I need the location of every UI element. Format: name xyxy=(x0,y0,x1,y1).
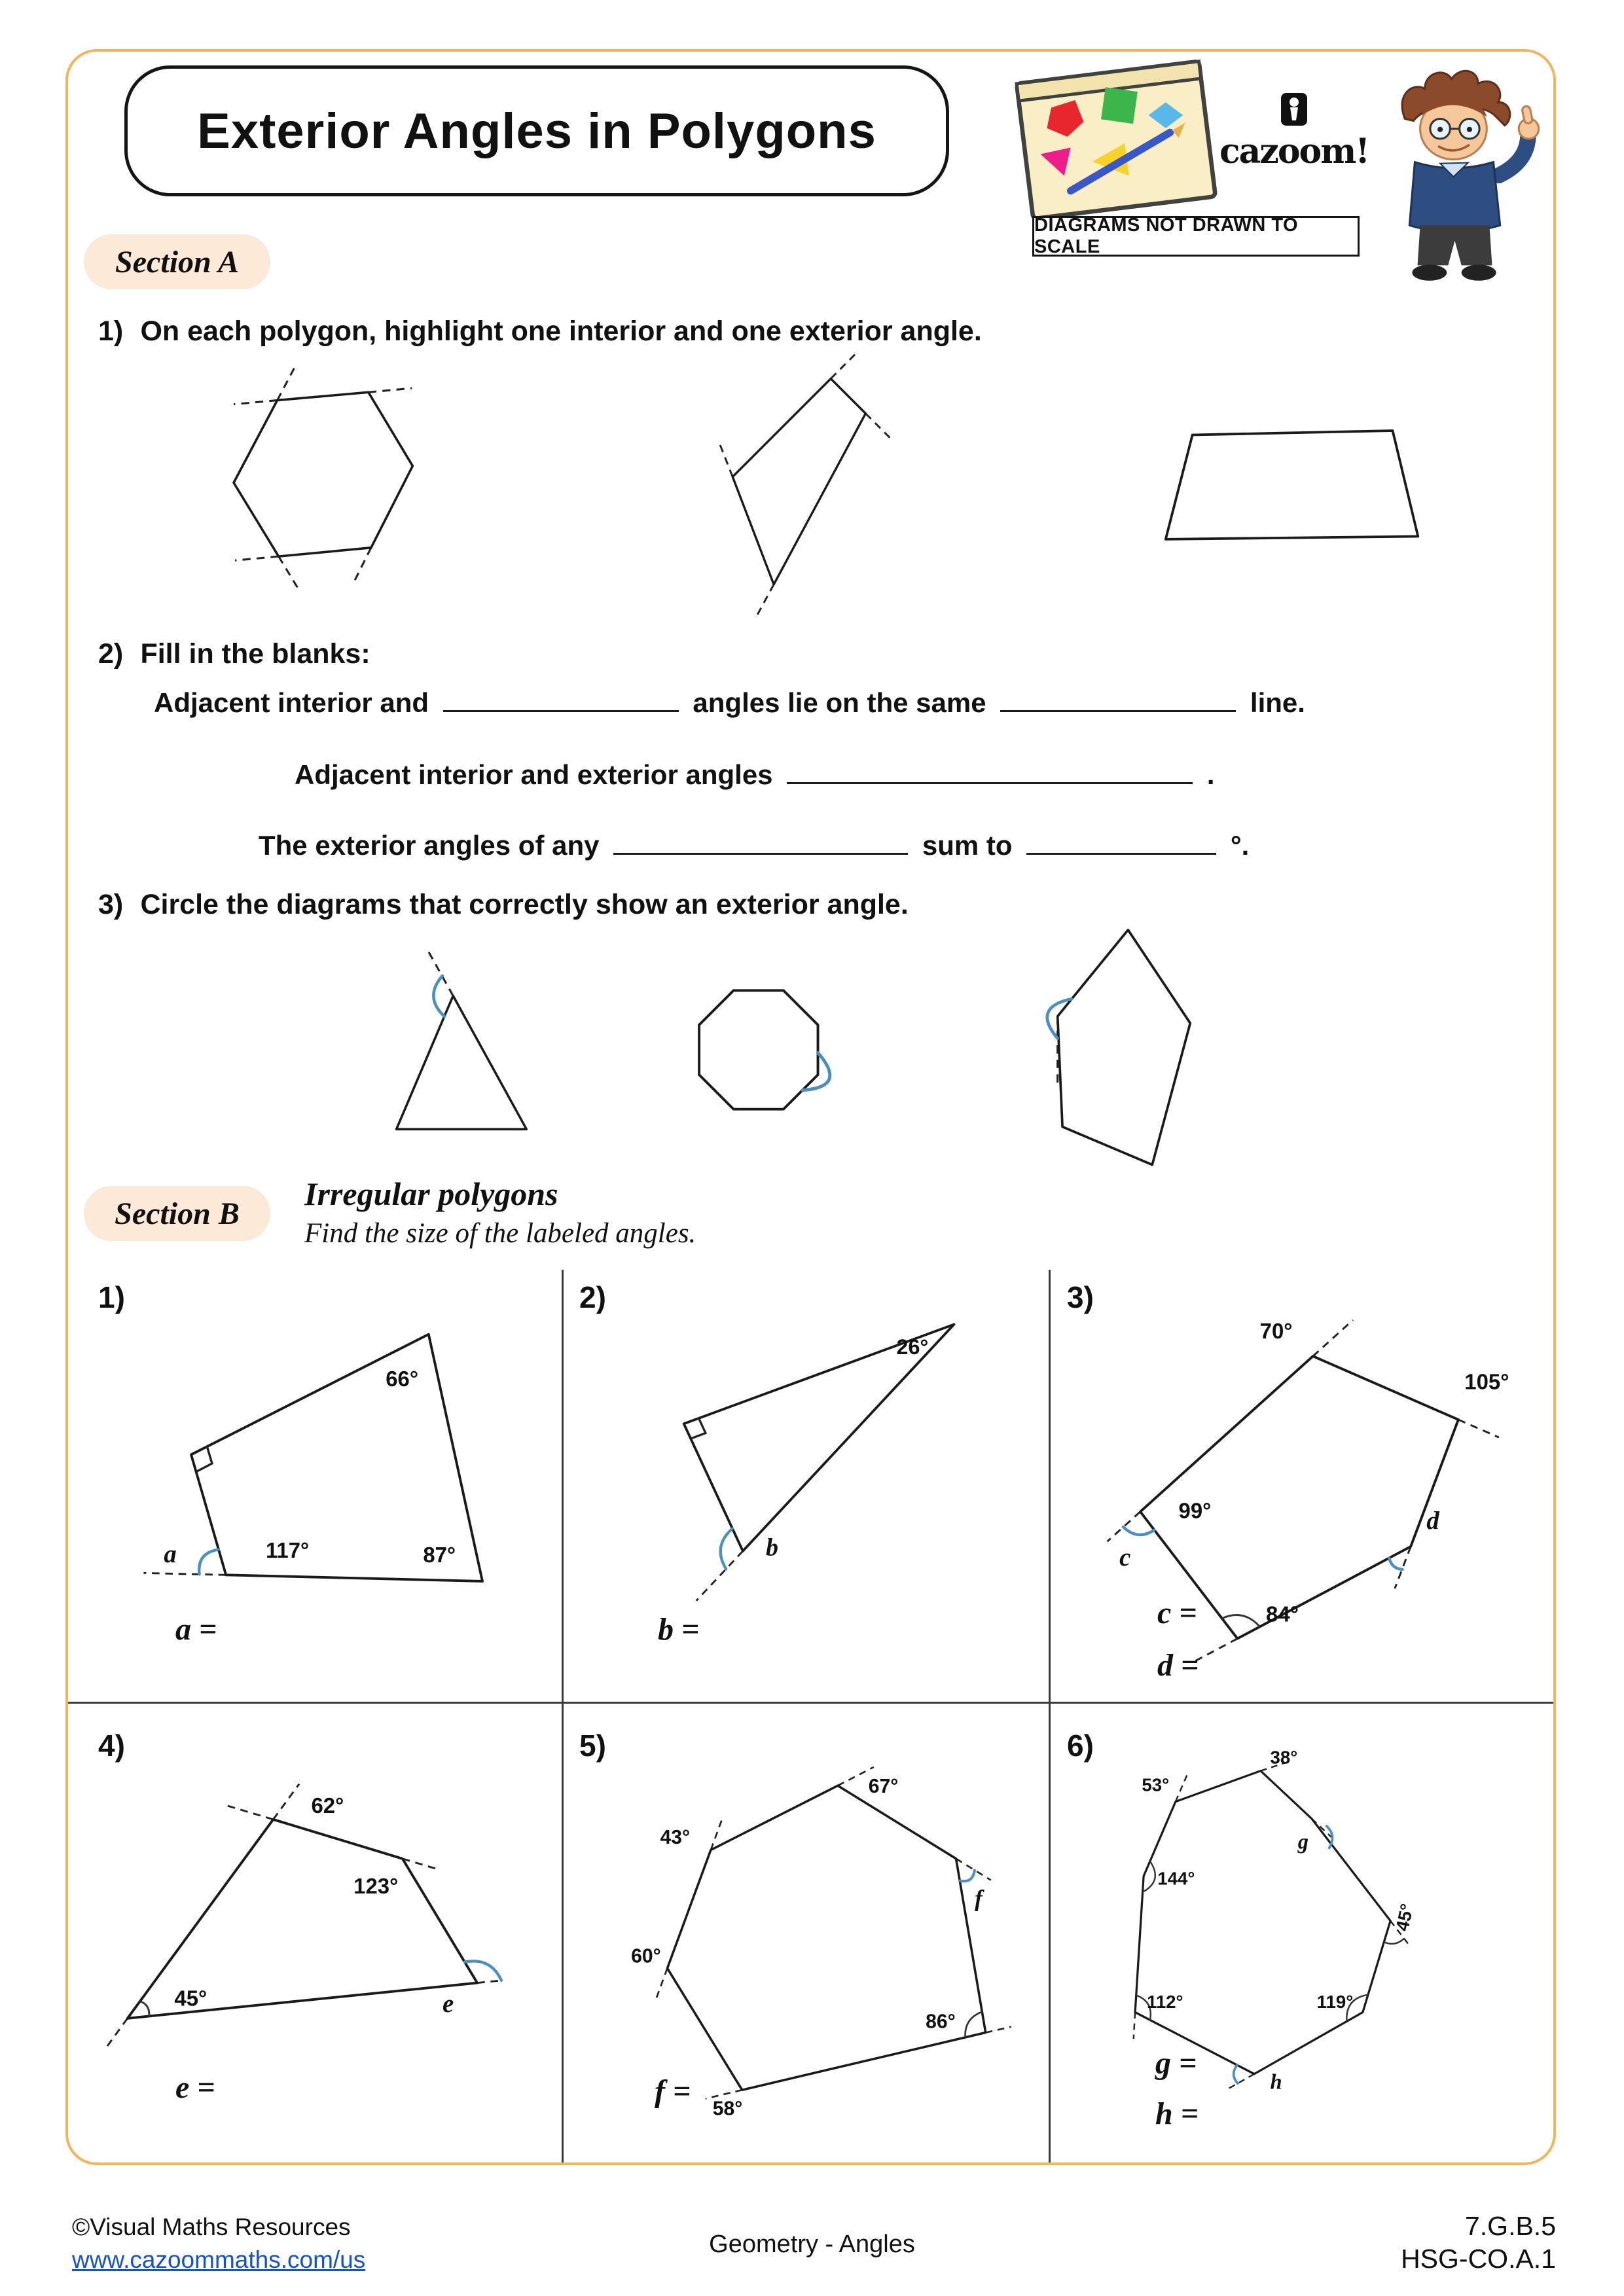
dashed-extensions xyxy=(1134,1762,1409,2090)
question-2 xyxy=(98,638,370,670)
raised-arm xyxy=(1499,137,1528,175)
shapes-notepad-logo xyxy=(1008,59,1224,221)
angle-e-label: e xyxy=(442,1990,454,2018)
irregular-quad-diagram xyxy=(713,350,916,622)
dashed-extension xyxy=(143,1573,226,1575)
angle-43-label: 43° xyxy=(660,1826,690,1848)
problem-6-answer-h: h = xyxy=(1155,2096,1199,2131)
question-3 xyxy=(98,889,909,921)
fill1-text-c: line. xyxy=(1250,687,1305,718)
problem-6-number: 6) xyxy=(1067,1729,1094,1763)
question-1-number: 1) xyxy=(98,315,124,347)
fill1-text-b: angles lie on the same xyxy=(693,687,986,718)
problem-6-answer-g: g = xyxy=(1155,2046,1197,2081)
question-1 xyxy=(98,315,982,348)
angle-66-label: 66° xyxy=(386,1367,419,1391)
fill2-text-a: Adjacent interior and exterior angles xyxy=(295,759,773,790)
dashed-extensions xyxy=(657,1767,1011,2099)
problem-5-number: 5) xyxy=(579,1729,606,1763)
fill-blank-line-2 xyxy=(295,759,1215,791)
angle-87-label: 87° xyxy=(423,1542,456,1567)
hexagon-outline xyxy=(234,392,412,556)
angle-70-label: 70° xyxy=(1259,1318,1293,1343)
problem-4-number: 4) xyxy=(98,1729,125,1763)
fill3-blank-1 xyxy=(613,850,908,855)
trapezoid-outline xyxy=(1166,431,1418,539)
fill3-text-c: °. xyxy=(1230,830,1250,861)
left-eye xyxy=(1437,127,1443,132)
section-b-subheading: Find the size of the labeled angles. xyxy=(304,1218,696,1249)
question-2-text: Fill in the blanks: xyxy=(140,638,370,670)
fill-blank-line-1 xyxy=(154,687,1305,719)
problem-3-answer-c: c = xyxy=(1157,1596,1197,1630)
angle-arc xyxy=(433,976,444,1016)
dashed-side-extensions xyxy=(234,365,412,590)
angle-144-label: 144° xyxy=(1157,1868,1195,1889)
hexagon-outline xyxy=(667,1785,985,2090)
angle-99-label: 99° xyxy=(1178,1498,1212,1523)
angle-45-arc xyxy=(140,2001,149,2017)
cazoom-logo-icon xyxy=(1277,92,1311,128)
dashed-extension xyxy=(696,1551,743,1601)
grid-vertical-line-1 xyxy=(562,1270,564,2162)
angle-38-label: 38° xyxy=(1270,1747,1298,1768)
angle-117-label: 117° xyxy=(265,1538,310,1563)
hexagon-diagram xyxy=(177,359,458,607)
fill3-blank-2 xyxy=(1026,850,1216,855)
footer-url-link[interactable]: www.cazoommaths.com/us xyxy=(72,2246,366,2273)
section-b-heading: Irregular polygons xyxy=(304,1175,558,1212)
right-shoe xyxy=(1462,264,1496,280)
angle-45-label: 45° xyxy=(1392,1901,1418,1933)
angle-d-arc xyxy=(1389,1558,1402,1569)
problem-1-answer: a = xyxy=(175,1612,217,1647)
fill1-blank-1 xyxy=(443,707,679,712)
problem-2-diagram xyxy=(615,1306,988,1610)
triangle-exterior-diagram xyxy=(376,949,550,1149)
brand-block xyxy=(1219,92,1369,171)
pants xyxy=(1418,225,1492,265)
angle-60-label: 60° xyxy=(631,1945,661,1967)
notepad xyxy=(1017,62,1216,219)
problem-1-diagram xyxy=(131,1309,524,1619)
angle-26-label: 26° xyxy=(896,1335,929,1359)
triangle-outline xyxy=(397,996,527,1129)
problem-5-answer: f = xyxy=(655,2074,691,2109)
angle-g-label: g xyxy=(1297,1830,1308,1854)
question-3-number: 3) xyxy=(98,889,124,920)
pentagon-exterior-diagram xyxy=(1024,920,1211,1182)
angle-h-arc xyxy=(1234,2065,1238,2083)
angle-67-label: 67° xyxy=(868,1775,899,1797)
fill1-text-a: Adjacent interior and xyxy=(154,687,429,718)
angle-123-label: 123° xyxy=(353,1874,399,1899)
angle-53-label: 53° xyxy=(1142,1774,1170,1795)
angle-c-arc xyxy=(1123,1527,1155,1535)
problem-4-diagram xyxy=(98,1757,504,2074)
problem-2-answer: b = xyxy=(658,1612,700,1647)
octagon-outline xyxy=(1135,1771,1390,2074)
question-2-number: 2) xyxy=(98,638,124,670)
angle-45-label: 45° xyxy=(174,1986,208,2011)
green-square-icon xyxy=(1101,87,1138,124)
angle-84-label: 84° xyxy=(1266,1602,1299,1626)
angle-86-label: 86° xyxy=(926,2011,956,2033)
brand-wordmark: cazoom! xyxy=(1219,132,1369,171)
problem-2-number: 2) xyxy=(579,1280,606,1314)
dashed-side-extensions xyxy=(720,354,890,615)
footer-standard-code-2: HSG-CO.A.1 xyxy=(1401,2244,1556,2274)
angle-58-label: 58° xyxy=(712,2098,743,2120)
title-box xyxy=(124,65,949,196)
footer-topic: Geometry - Angles xyxy=(709,2231,915,2258)
angle-h-label: h xyxy=(1270,2070,1282,2094)
page-title: Exterior Angles in Polygons xyxy=(197,103,876,159)
angle-a-label: a xyxy=(164,1540,177,1568)
fill3-text-a: The exterior angles of any xyxy=(259,830,600,861)
grid-vertical-line-2 xyxy=(1049,1270,1051,2162)
fill3-text-b: sum to xyxy=(922,830,1013,861)
right-eye xyxy=(1467,127,1472,132)
angle-a-arc xyxy=(199,1550,218,1575)
problem-3-answer-d: d = xyxy=(1157,1648,1199,1683)
pentagon-outline xyxy=(1058,930,1191,1165)
angle-62-label: 62° xyxy=(311,1793,344,1818)
fill-blank-line-3 xyxy=(259,830,1249,861)
cartoon-boy-character xyxy=(1368,62,1542,289)
angle-f-arc xyxy=(960,1871,975,1882)
footer-copyright: ©Visual Maths Resources xyxy=(72,2214,351,2240)
angle-d-label: d xyxy=(1426,1506,1439,1535)
fill1-blank-2 xyxy=(1000,707,1236,712)
angle-f-label: f xyxy=(975,1885,983,1912)
problem-3-number: 3) xyxy=(1067,1280,1094,1314)
angle-119-label: 119° xyxy=(1316,1992,1354,2012)
question-3-text: Circle the diagrams that correctly show an exterior angle. xyxy=(140,889,909,920)
angle-105-label: 105° xyxy=(1464,1369,1509,1394)
problem-1-number: 1) xyxy=(98,1280,125,1314)
footer-standard-code-1: 7.G.B.5 xyxy=(1464,2211,1556,2241)
angle-112-label: 112° xyxy=(1147,1992,1183,2012)
section-a-badge: Section A xyxy=(84,234,270,289)
trapezoid-diagram xyxy=(1159,422,1434,549)
angle-c-label: c xyxy=(1119,1543,1131,1572)
octagon-outline xyxy=(699,990,818,1109)
angle-g-arc xyxy=(1327,1826,1333,1848)
problem-4-answer: e = xyxy=(175,2070,215,2105)
angle-45-arc xyxy=(1384,1939,1404,1944)
dashed-extension xyxy=(427,949,453,996)
left-shoe xyxy=(1412,264,1447,280)
section-b-badge: Section B xyxy=(84,1186,270,1241)
problem-5-diagram xyxy=(609,1751,1015,2122)
fill2-blank-1 xyxy=(787,779,1193,784)
grid-horizontal-line xyxy=(68,1702,1553,1704)
quad-outline xyxy=(732,379,865,584)
fill2-text-b: . xyxy=(1206,759,1215,790)
angle-b-label: b xyxy=(765,1534,778,1562)
octagon-exterior-diagram xyxy=(674,965,857,1134)
scale-note: DIAGRAMS NOT DRAWN TO SCALE xyxy=(1032,216,1360,257)
question-1-text: On each polygon, highlight one interior and one exterior angle. xyxy=(140,315,982,347)
